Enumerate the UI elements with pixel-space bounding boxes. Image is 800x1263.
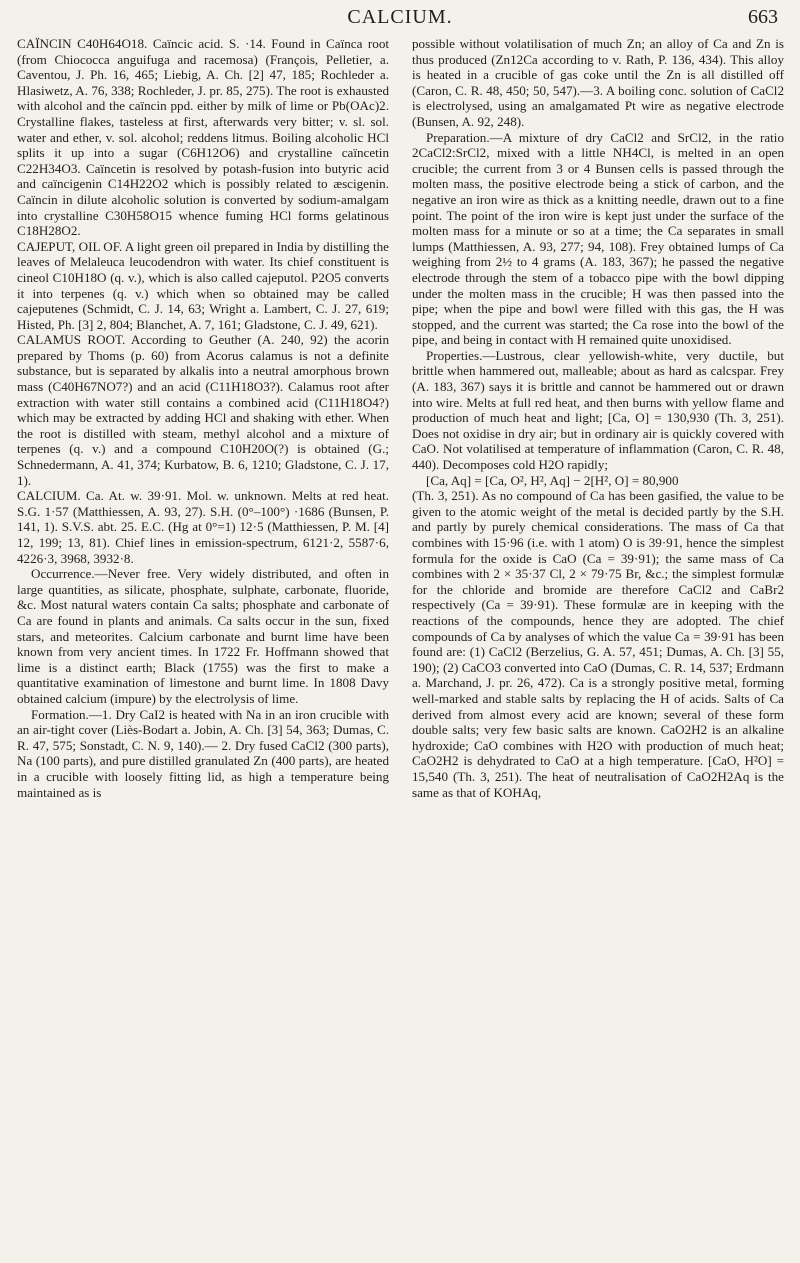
entry-caincin: CAÏNCIN C40H64O18. Caïncic acid. S. ·14. Found in Caïnca root (from Chiococca anguifuga and racemosa) (François, Pelletier, a. Caventou, J. Ph. 16, 465; Liebig, A. Ch. [2] 47, 185; Rochleder a. Hlasiwetz, A. 76, 338; Rochleder, J. pr. 85, 275). The root is exhausted with alcohol and the caïncin ppd. either by milk of lime or Pb(OAc)2. Crystalline flakes, tasteless at first, afterwards very bitter; v. sl. sol. water and ether, v. sol. alcohol; reddens litmus. Boiling alcoholic HCl splits it up into a sugar (C6H12O6) and crystalline caïncetin C22H34O3. Caïncetin is resolved by potash-fusion into butyric acid and caïncigenin C14H22O2 which is possibly related to æscigenin. Caïncin in dilute alcoholic solution is converted by sodium-amalgam into crystalline C30H58O15 whence fuming HCl forms gelatinous C18H28O2. — [17, 36, 389, 239]
calcium-preparation-paragraph: Preparation.—A mixture of dry CaCl2 and SrCl2, in the ratio 2CaCl2:SrCl2, mixed with a little NH4Cl, is melted in an open crucible; the current from 3 or 4 Bunsen cells is passed through the molten mass, the positive electrode being a stick of carbon, and the negative an iron wire as thick as a knitting needle, drawn out to a fine point. The point of the iron wire is kept just under the surface of the molten mass for a minute or so at a time; the Ca separates in small lumps (Matthiessen, A. 93, 277; 94, 108). Frey obtained lumps of Ca weighing from 2½ to 4 grams (A. 183, 367); he passed the negative electrode through the stem of a tobacco pipe with the bowl dipping under the molten mass in the crucible; H was then passed into the pipe; when the pipe and bowl were filled with this gas, the H was stopped, and the current was started; the Ca rose into the bowl of the pipe, and being in contact with H remained quite unoxidised. — [412, 129, 784, 348]
entry-calcium: CALCIUM. Ca. At. w. 39·91. Mol. w. unknown. Melts at red heat. S.G. 1·57 (Matthiessen, A. 93, 27). S.H. (0°–100°) ·1686 (Bunsen, P. 141, 1). S.V.S. abt. 25. E.C. (Hg at 0°=1) 12·5 (Matthiessen, P. M. [4] 12, 199; 13, 81). Chief lines in emission-spectrum, 6121·2, 5587·6, 4226·3, 3968, 3932·8. — [17, 488, 389, 566]
running-title: CALCIUM. — [347, 6, 453, 28]
page-header — [0, 0, 800, 34]
formation-continued-paragraph: possible without volatilisation of much Zn; an alloy of Ca and Zn is thus produced (Zn12Ca according to v. Rath, P. 136, 434). This alloy is heated in a crucible of gas coke until the Zn is all distilled off (Caron, C. R. 48, 450; 50, 547).—3. A boiling conc. solution of CaCl2 is electrolysed, using an amalgamated Pt wire as negative electrode (Bunsen, A. 92, 248). — [412, 36, 784, 129]
entry-calamus-root: CALAMUS ROOT. According to Geuther (A. 240, 92) the acorin prepared by Thoms (p. 60) from Acorus calamus is not a definite substance, but is separated by alkalis into a neutral amorphous brown mass (C40H67NO7?) and an acid (C11H18O3?). Calamus root after extraction with water still contains a combined acid (C11H18O4?) which may be extracted by adding HCl and shaking with ether. When the root is distilled with steam, methyl alcohol and a mixture of terpenes (q. v.) and a compound C10H20O(?) is obtained (G.; Schnedermann, A. 41, 374; Kurbatow, B. 6, 1210; Gladstone, C. J. 17, 1). — [17, 332, 389, 488]
calcium-formation-paragraph: Formation.—1. Dry CaI2 is heated with Na in an iron crucible with an air-tight cover (Liès-Bodart a. Jobin, A. Ch. [3] 54, 363; Dumas, C. R. 47, 575; Sonstadt, C. N. 9, 140).— 2. Dry fused CaCl2 (300 parts), Na (100 parts), and pure distilled granulated Zn (400 parts), are heated in a crucible with loosely fitting lid, as high a temperature being maintained as is — [17, 706, 389, 800]
page-number: 663 — [748, 6, 778, 28]
atomic-weight-paragraph: (Th. 3, 251). As no compound of Ca has been gasified, the value to be given to the atomic weight of the metal is decided partly by the S.H. and partly by purely chemical considerations. The mass of Ca that combines with 15·96 (i.e. with 1 atom) O is 39·91, hence the simplest formula for the oxide is CaO (Ca = 39·91); the same mass of Ca combines with 2 × 35·37 Cl, 2 × 79·75 Br, &c.; the simplest formulæ for the chloride and bromide are therefore CaCl2 and CaBr2 respectively (Ca = 39·91). These formulæ are in keeping with the reactions of the compounds, hence they are adopted. The chief compounds of Ca by analyses of which the value Ca = 39·91 has been found are: (1) CaCl2 (Berzelius, G. A. 57, 451; Dumas, A. Ch. [3] 55, 190); (2) CaCO3 converted into CaO (Dumas, C. R. 14, 537; Erdmann a. Marchand, J. pr. 26, 472). Ca is a strongly positive metal, forming well-marked and stable salts by replacing the H of acids. Salts of Ca derived from almost every acid are known; several of these form double salts; very few basic salts are known. CaO2H2 is an alkaline hydroxide; CaO combines with H2O with production of much heat; CaO2H2 is dehydrated to CaO at a high temperature. [CaO, H²O] = 15,540 (Th. 3, 251). The heat of neutralisation of CaO2H2Aq is the same as that of KOHAq, — [412, 488, 784, 800]
right-column — [412, 36, 784, 1260]
thermochemical-equation: [Ca, Aq] = [Ca, O², H², Aq] − 2[H², O] = 80,900 — [426, 472, 679, 488]
calcium-properties-paragraph: Properties.—Lustrous, clear yellowish-white, very ductile, but brittle when hammered out, malleable; about as hard as calcspar. Frey (A. 183, 367) says it is brittle and cannot be hammered out or drawn into wire. Melts at full red heat, and then burns with yellow flame and production of much heat and light; [Ca, O] = 130,930 (Th. 3, 251). Does not oxidise in dry air; but in ordinary air is quickly covered with CaO. Not volatilised at temperature of inflammation (Caron, C. R. 48, 440). Decomposes cold H2O rapidly; — [412, 347, 784, 473]
entry-cajeput-oil: CAJEPUT, OIL OF. A light green oil prepared in India by distilling the leaves of Melaleuca leucodendron with water. Its chief constituent is cineol C10H18O (q. v.), which is also called cajeputol. P2O5 converts it into terpenes (q. v.) which when so obtained may be called cajeputenes (Schmidt, C. J. 14, 63; Wright a. Lambert, C. J. 27, 619; Histed, Ph. [3] 2, 804; Blanchet, A. 7, 161; Gladstone, C. J. 49, 621). — [17, 238, 389, 332]
calcium-occurrence-paragraph: Occurrence.—Never free. Very widely distributed, and often in large quantities, as silicate, phosphate, sulphate, carbonate, fluoride, &c. Most natural waters contain Ca salts; phosphate and carbonate of Ca are found in plants and animals. Ca salts occur in the sun, fixed stars, and meteorites. Calcium carbonate and burnt lime have been known from very ancient times. In 1722 Fr. Hoffmann showed that lime is a distinct earth; Black (1755) was the first to make a quantitative examination of limestone and burnt lime. In 1808 Davy obtained calcium (impure) by the electrolysis of lime. — [17, 566, 389, 706]
left-column — [17, 36, 389, 1260]
